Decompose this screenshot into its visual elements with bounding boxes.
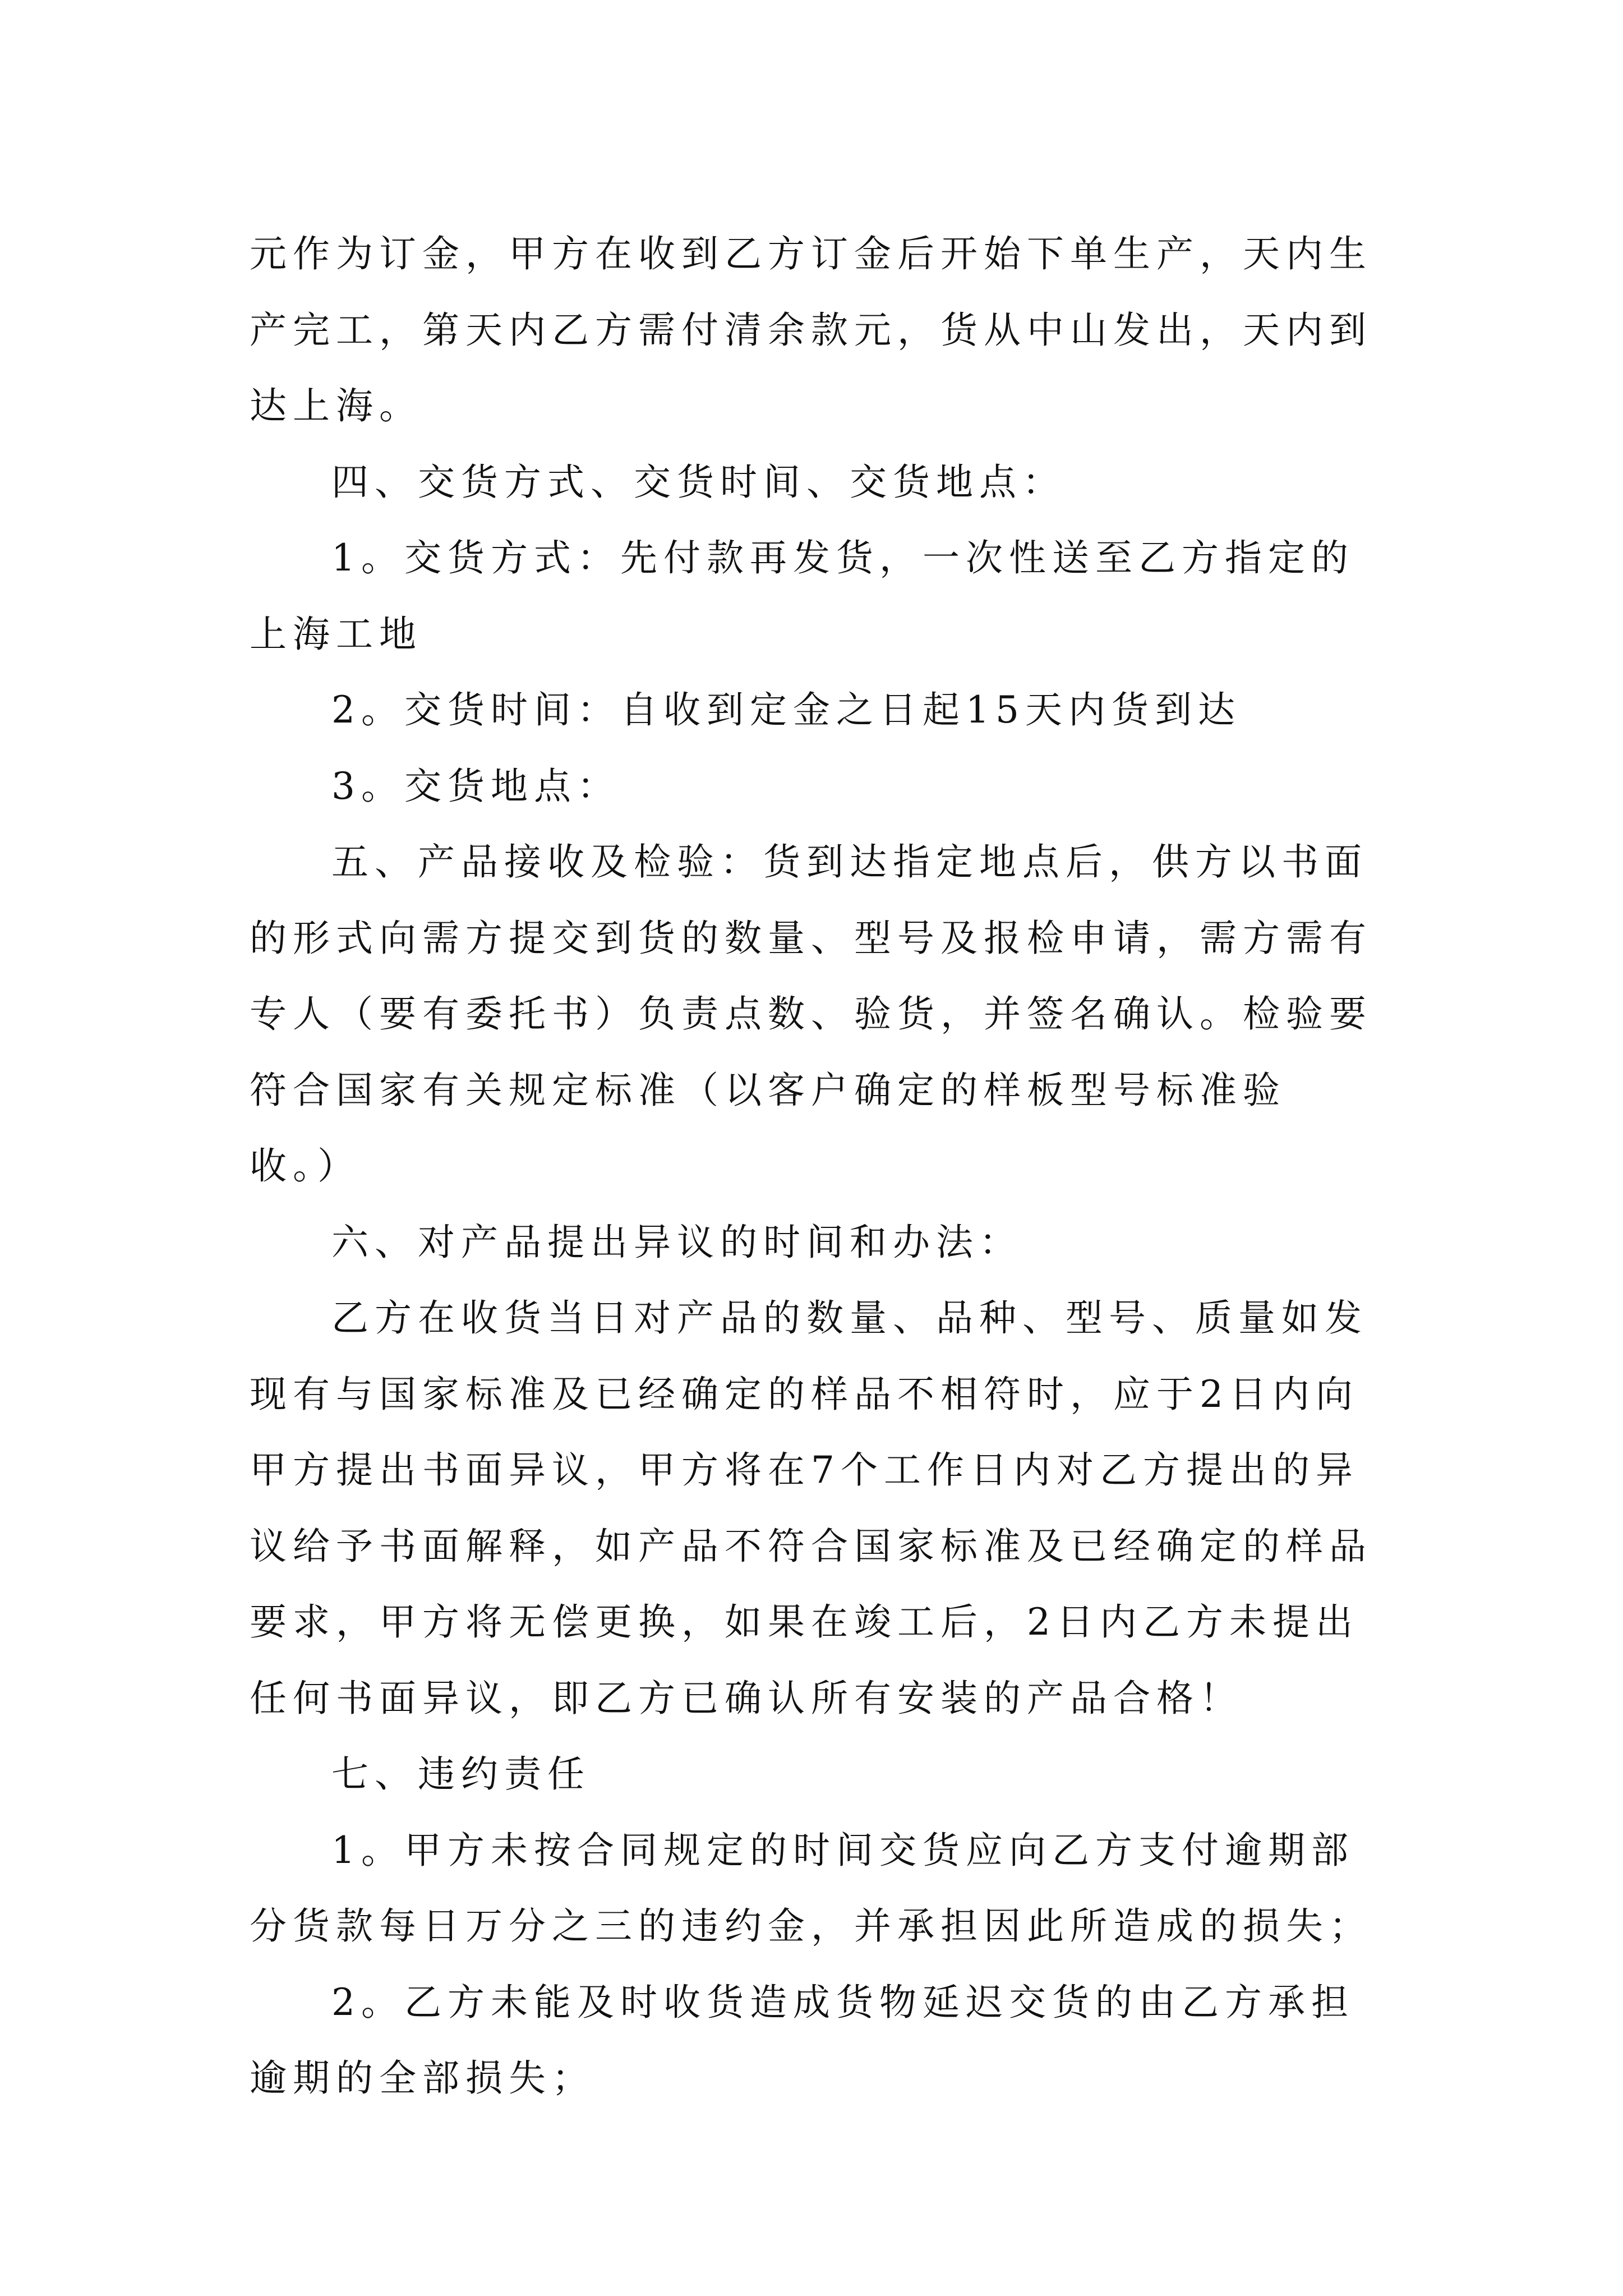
paragraph-delivery-time: 2。交货时间：自收到定金之日起15天内货到达 [331,688,1241,731]
paragraph-delivery-method: 1。交货方式：先付款再发货，一次性送至乙方指定的上海工地 [250,536,1354,656]
paragraph-liability-party-a: 1。甲方未按合同规定的时间交货应向乙方支付逾期部分货款每日万分之三的违约金，并承担因此所造成的损失； [250,1828,1372,1948]
heading-delivery: 四、交货方式、交货时间、交货地点： [331,460,1066,504]
paragraph-delivery-place: 3。交货地点： [331,764,620,808]
document-body [250,216,1377,2116]
paragraph-payment-terms: 元作为订金，甲方在收到乙方订金后开始下单生产，天内生产完工，第天内乙方需付清余款元，货从中山发出，天内到达上海。 [250,232,1372,427]
paragraph-objection: 乙方在收货当日对产品的数量、品种、型号、质量如发现有与国家标准及已经确定的样品不相符时，应于2日内向甲方提出书面异议，甲方将在7个工作日内对乙方提出的异议给予书面解释，如产品不符合国家标准及已经确定的样品要求，甲方将无偿更换，如果在竣工后，2日内乙方未提出任何书面异议，即乙方已确认所有安装的产品合格！ [250,1296,1372,1720]
heading-objection: 六、对产品提出异议的时间和办法： [331,1220,1022,1264]
paragraph-liability-party-b: 2。乙方未能及时收货造成货物延迟交货的由乙方承担逾期的全部损失； [250,1980,1354,2100]
heading-liability: 七、违约责任 [331,1752,591,1796]
paragraph-inspection: 五、产品接收及检验：货到达指定地点后，供方以书面的形式向需方提交到货的数量、型号及报检申请，需方需有专人（要有委托书）负责点数、验货，并签名确认。检验要符合国家有关规定标准（以客户确定的样板型号标准验收。） [250,840,1372,1188]
